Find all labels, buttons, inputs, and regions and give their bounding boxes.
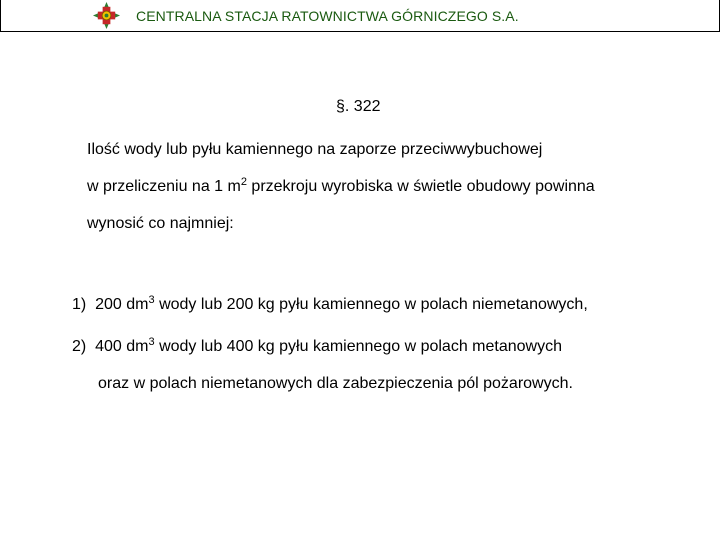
list-item-amount: 400 dm [95, 338, 149, 355]
cubed-superscript: 3 [148, 336, 155, 348]
squared-superscript: 2 [240, 176, 247, 188]
header-bar [0, 0, 720, 32]
intro-line-2 [87, 177, 595, 197]
intro-line-1: Ilość wody lub pyłu kamiennego na zaporze przeciwwybuchowej [87, 141, 543, 158]
list-item-text: wody lub 400 kg pyłu kamiennego w polach metanowych [154, 338, 562, 355]
list-item [72, 295, 588, 315]
list-item-amount: 200 dm [95, 296, 149, 313]
cubed-superscript: 3 [148, 294, 155, 306]
intro-line-2-start: w przeliczeniu na 1 m [87, 178, 241, 195]
list-item-number: 2) [72, 338, 87, 355]
paragraph-number: §. 322 [336, 98, 381, 115]
header-title: CENTRALNA STACJA RATOWNICTWA GÓRNICZEGO S.A. [136, 8, 519, 24]
intro-line-3: wynosić co najmniej: [87, 215, 234, 232]
list-item-continuation: oraz w polach niemetanowych dla zabezpieczenia pól pożarowych. [98, 375, 573, 392]
list-item [72, 337, 562, 357]
intro-line-2-end: przekroju wyrobiska w świetle obudowy powinna [246, 178, 595, 195]
list-item-number: 1) [72, 296, 87, 313]
mine-rescue-cross-emblem-icon [92, 1, 121, 30]
list-item-text: wody lub 200 kg pyłu kamiennego w polach niemetanowych, [154, 296, 588, 313]
